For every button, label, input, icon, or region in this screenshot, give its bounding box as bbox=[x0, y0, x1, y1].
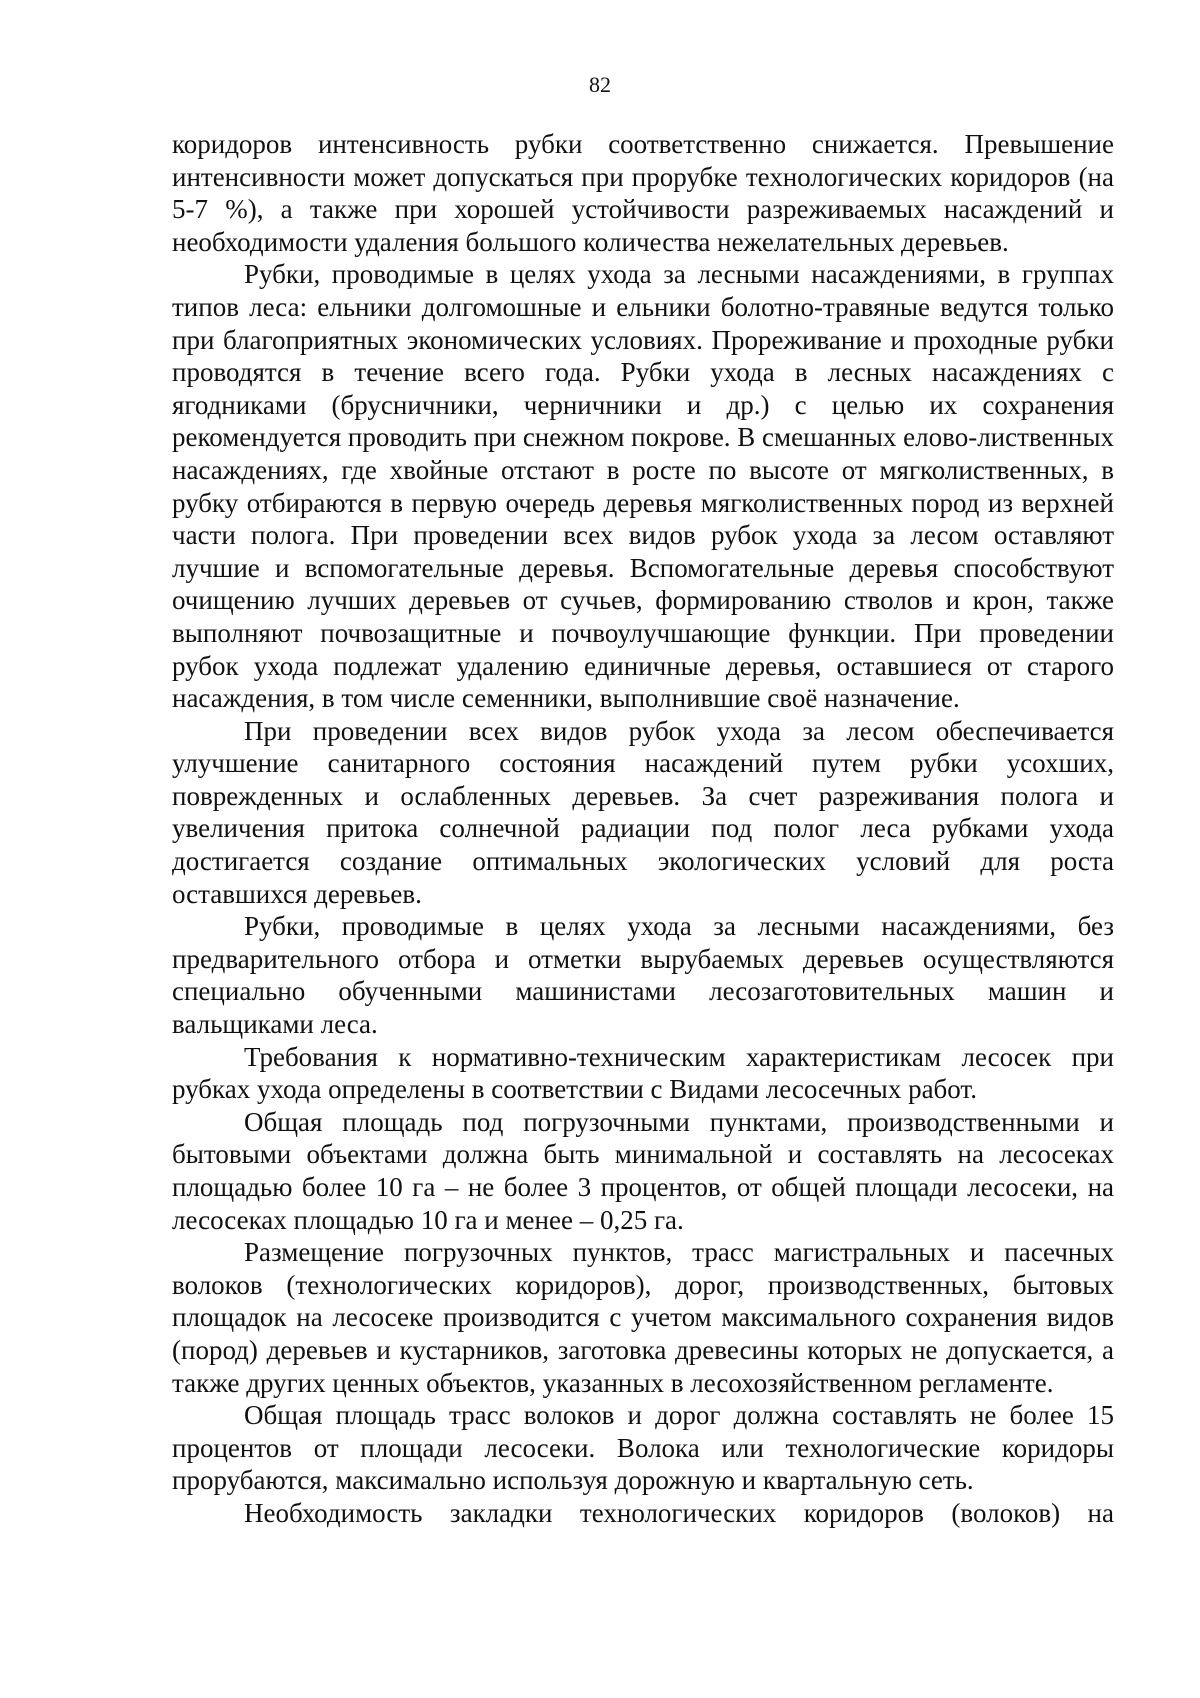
paragraph-thinning-rules: Рубки, проводимые в целях ухода за лесными насаждениями, в группах типов леса: ельники долгомошные и ельники болотно-травяные ведутся только при благоприятных экономических условиях. Прореживание и проходные рубки проводятся в течение всего года. Рубки ухода в лесных насаждениях с ягодниками (брусничники, черничники и др.) с целью их сохранения рекомендуется проводить при снежном покрове. В смешанных елово-лиственных насаждениях, где хвойные отстают в росте по высоте от мягколиственных, в рубку отбираются в первую очередь деревья мягколиственных пород из верхней части полога. При проведении всех видов рубок ухода за лесом оставляют лучшие и вспомогательные деревья. Вспомогательные деревья способствуют очищению лучших деревьев от сучьев, формированию стволов и крон, также выполняют почвозащитные и почвоулучшающие функции. При проведении рубок ухода подлежат удалению единичные деревья, оставшиеся от старого насаждения, в том числе семенники, выполнившие своё назначение. bbox=[172, 259, 1115, 714]
paragraph-sanitary-condition: При проведении всех видов рубок ухода за лесом обеспечивается улучшение санитарного состояния насаждений путем рубки усохших, поврежденных и ослабленных деревьев. За счет разреживания полога и увеличения притока солнечной радиации под полог леса рубками ухода достигается создание оптимальных экологических условий для роста оставшихся деревьев. bbox=[172, 715, 1114, 909]
paragraph-skid-trails: Общая площадь трасс волоков и дорог должна составлять не более 15 процентов от площади лесосеки. Волока или технологические коридоры прорубаются, максимально используя дорожную и квартальную сеть. bbox=[172, 1400, 1114, 1496]
paragraph-operators: Рубки, проводимые в целях ухода за лесными насаждениями, без предварительного отбора и отметки вырубаемых деревьев осуществляются специально обученными машинистами лесозаготовительных машин и вальщиками леса. bbox=[172, 911, 1114, 1040]
paragraph-placement: Размещение погрузочных пунктов, трасс магистральных и пасечных волоков (технологических коридоров), дорог, производственных, бытовых площадок на лесосеке производится с учетом максимального сохранения видов (пород) деревьев и кустарников, заготовка древесины которых не допускается, а также других ценных объектов, указанных в лесохозяйственном регламенте. bbox=[172, 1237, 1114, 1398]
paragraph-corridors: Необходимость закладки технологических коридоров (волоков) на bbox=[244, 1497, 1114, 1528]
paragraph-continuation: коридоров интенсивность рубки соответственно снижается. Превышение интенсивности может допускаться при прорубке технологических коридоров (на 5-7 %), а также при хорошей устойчивости разреживаемых насаждений и необходимости удаления большого количества нежелательных деревьев. bbox=[172, 129, 1114, 257]
document-body bbox=[172, 128, 1114, 1530]
paragraph-loading-area: Общая площадь под погрузочными пунктами, производственными и бытовыми объектами должна быть минимальной и составлять на лесосеках площадью более 10 га – не более 3 процентов, от общей площади лесосеки, на лесосеках площадью 10 га и менее – 0,25 га. bbox=[172, 1106, 1114, 1235]
paragraph-requirements: Требования к нормативно-техническим характеристикам лесосек при рубках ухода определены в соответствии с Видами лесосечных работ. bbox=[172, 1041, 1114, 1105]
page-number: 82 bbox=[589, 72, 611, 97]
